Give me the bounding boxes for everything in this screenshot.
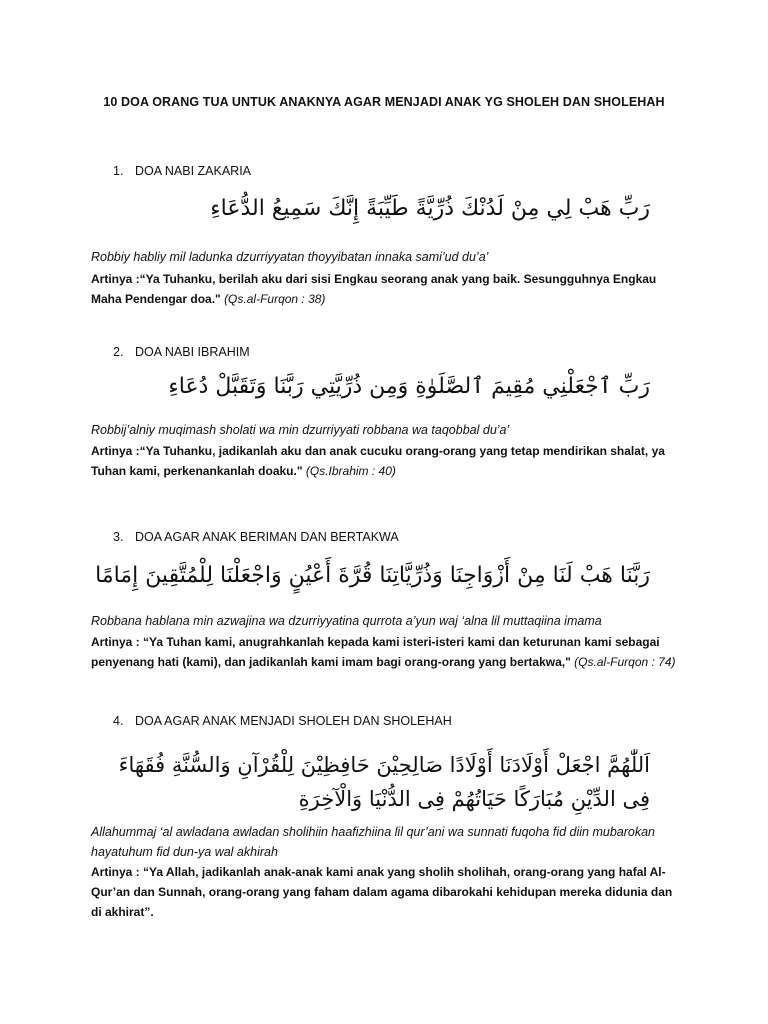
meaning-text: Artinya : “Ya Tuhan kami, anugrahkanlah kepada kami isteri-isteri kami dan keturunan kami sebagai penyenang hati (kami), dan jadikanlah kami imam bagi orang-orang yang bertakwa," (91, 635, 660, 669)
section-heading-text: DOA NABI ZAKARIA (135, 164, 252, 178)
meaning-4 (91, 862, 681, 922)
meaning-1 (91, 269, 681, 309)
section-number: 3. (113, 530, 124, 544)
section-number: 1. (113, 164, 124, 178)
transliteration-3: Robbana hablana min azwajina wa dzurriyyatina qurrota a’yun waj ‘alna lil muttaqiina imama (91, 614, 602, 628)
section-number: 4. (113, 714, 124, 728)
meaning-3 (91, 632, 681, 672)
document-title: 10 DOA ORANG TUA UNTUK ANAKNYA AGAR MENJADI ANAK YG SHOLEH DAN SHOLEHAH (103, 95, 665, 109)
section-heading-3 (113, 530, 399, 544)
section-heading-1 (113, 164, 251, 178)
verse-reference: (Qs.al-Furqon : 74) (574, 655, 676, 669)
verse-reference: (Qs.al-Furqon : 38) (224, 292, 326, 306)
transliteration-1: Robbiy habliy mil ladunka dzurriyyatan thoyyibatan innaka sami’ud du’a’ (91, 250, 489, 264)
meaning-text: Artinya : “Ya Allah, jadikanlah anak-anak kami anak yang sholih sholihah, orang-orang yang hafal Al-Qur’an dan Sunnah, orang-orang yang faham dalam agama dibarokahi kehidupan mereka didunia dan di akhirat”. (91, 865, 673, 919)
meaning-text: Artinya :“Ya Tuhanku, jadikanlah aku dan anak cucuku orang-orang yang tetap mendirikan shalat, ya Tuhan kami, perkenankanlah doaku." (91, 444, 665, 478)
transliteration-4: Allahummaj ‘al awladana awladan sholihiin haafizhiina lil qur’ani wa sunnati fuqoha fid diin mubarokan hayatuhum fid dun-ya wal akhirah (91, 825, 656, 859)
section-heading-text: DOA AGAR ANAK BERIMAN DAN BERTAKWA (135, 530, 399, 544)
meaning-2 (91, 441, 681, 481)
section-heading-text: DOA AGAR ANAK MENJADI SHOLEH DAN SHOLEHAH (135, 714, 452, 728)
transliteration-2: Robbij’alniy muqimash sholati wa min dzurriyyati robbana wa taqobbal du’a’ (91, 423, 510, 437)
section-heading-4 (113, 714, 452, 728)
meaning-text: Artinya :“Ya Tuhanku, berilah aku dari sisi Engkau seorang anak yang baik. Sesungguhnya Engkau Maha Pendengar doa." (91, 272, 657, 306)
verse-reference: (Qs.Ibrahim : 40) (305, 464, 396, 478)
arabic-text-1: رَبِّ هَبْ لِي مِنْ لَدُنْكَ ذُرِّيَّةً طَيِّبَةً إِنَّكَ سَمِيعُ الدُّعَاءِ (210, 196, 650, 221)
arabic-text-2: رَبِّ ٱجْعَلْنِي مُقِيمَ ٱلصَّلَوٰةِ وَمِن ذُرِّيَّتِي رَبَّنَا وَتَقَبَّلْ دُعَاءِ (168, 374, 650, 399)
arabic-text-4: اَللّٰهُمَّ اجْعَلْ أَوْلَادَنَا أَوْلَادًا صَالِحِيْنَ حَافِظِيْنَ لِلْقُرْآنِ وَالسُّنَّةِ فُقَهَاءَ فِى الدِّيْنِ مُبَارَكًا حَيَاتُهُمْ فِى الدُّنْيَا وَالْآخِرَةِ (118, 753, 650, 811)
section-heading-2 (113, 345, 250, 359)
arabic-text-3: رَبَّنَا هَبْ لَنَا مِنْ أَزْوَاجِنَا وَذُرِّيَّاتِنَا قُرَّةَ أَعْيُنٍ وَاجْعَلْنَا لِلْمُتَّقِينَ إِمَامًا (95, 563, 650, 588)
section-heading-text: DOA NABI IBRAHIM (135, 345, 250, 359)
section-number: 2. (113, 345, 124, 359)
